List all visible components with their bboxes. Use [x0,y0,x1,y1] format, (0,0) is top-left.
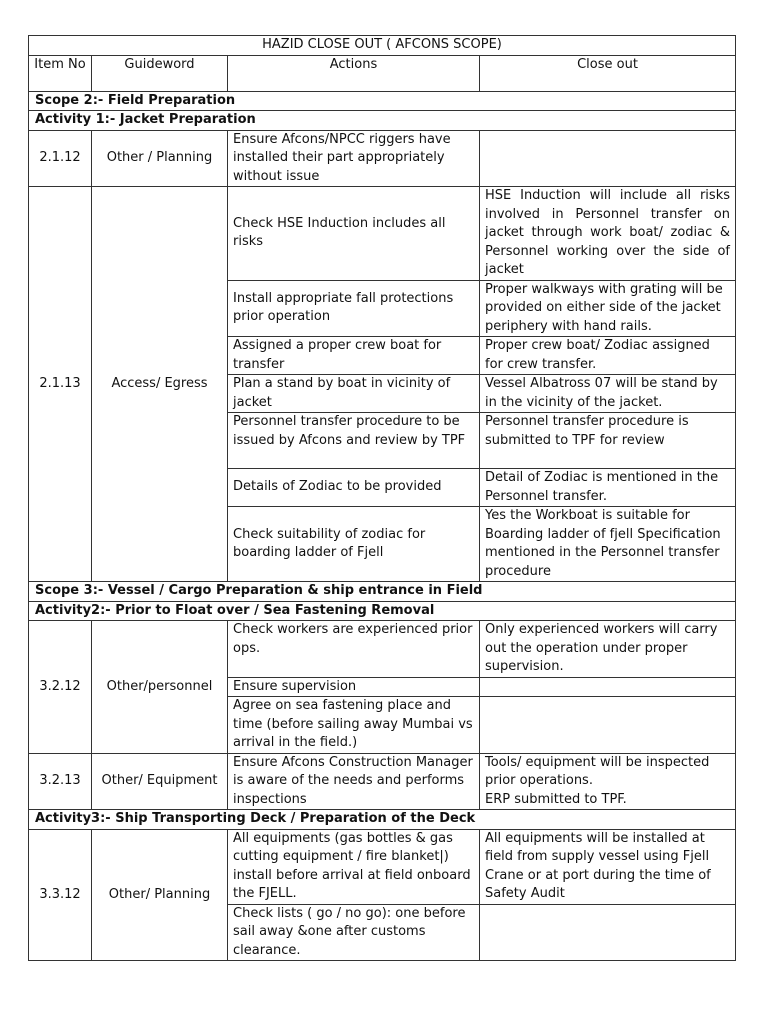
column-header-item-no: Item No [29,55,92,91]
action-text: Assigned a proper crew boat for transfer [228,337,480,375]
action-text: Ensure Afcons Construction Manager is aware of the needs and performs inspections [228,753,480,810]
close-out-text [480,697,736,754]
close-out-text: Proper walkways with grating will be provided on either side of the jacket periphery with hand rails. [480,280,736,337]
action-text: Details of Zodiac to be provided [228,469,480,507]
item-number: 3.2.13 [29,753,92,810]
close-out-text: Only experienced workers will carry out the operation under proper supervision. [480,621,736,678]
column-header-close-out: Close out [480,55,736,91]
section-heading: Activity 1:- Jacket Preparation [29,111,736,131]
guideword: Other / Planning [92,130,228,187]
close-out-text [480,130,736,187]
close-out-text: Detail of Zodiac is mentioned in the Personnel transfer. [480,469,736,507]
section-heading: Activity2:- Prior to Float over / Sea Fastening Removal [29,601,736,621]
section-heading: Activity3:- Ship Transporting Deck / Preparation of the Deck [29,810,736,830]
action-text: Plan a stand by boat in vicinity of jacket [228,375,480,413]
action-text: Check workers are experienced prior ops. [228,621,480,678]
action-text: Agree on sea fastening place and time (before sailing away Mumbai vs arrival in the field.) [228,697,480,754]
item-number: 3.2.12 [29,621,92,754]
close-out-line: Tools/ equipment will be inspected prior operations. [485,754,710,788]
guideword: Other/ Planning [92,829,228,961]
action-text: Install appropriate fall protections prior operation [228,280,480,337]
action-text: All equipments (gas bottles & gas cutting equipment / fire blanket|) install before arrival at field onboard the FJELL. [228,829,480,904]
section-heading: Scope 2:- Field Preparation [29,91,736,111]
item-number: 3.3.12 [29,829,92,961]
close-out-text: All equipments will be installed at field from supply vessel using Fjell Crane or at port during the time of Safety Audit [480,829,736,904]
close-out-text: Yes the Workboat is suitable for Boarding ladder of fjell Specification mentioned in the Personnel transfer procedure [480,507,736,582]
action-text: Ensure supervision [228,677,480,697]
action-text: Check HSE Induction includes all risks [228,187,480,281]
section-heading: Scope 3:- Vessel / Cargo Preparation & ship entrance in Field [29,582,736,602]
guideword: Other/personnel [92,621,228,754]
action-text: Ensure Afcons/NPCC riggers have installed their part appropriately without issue [228,130,480,187]
column-header-guideword: Guideword [92,55,228,91]
guideword: Other/ Equipment [92,753,228,810]
close-out-text [480,677,736,697]
action-text: Check suitability of zodiac for boarding ladder of Fjell [228,507,480,582]
close-out-text: Personnel transfer procedure is submitted to TPF for review [480,413,736,469]
column-header-actions: Actions [228,55,480,91]
close-out-text: Proper crew boat/ Zodiac assigned for crew transfer. [480,337,736,375]
action-text: Check lists ( go / no go): one before sail away &one after customs clearance. [228,904,480,961]
item-number: 2.1.12 [29,130,92,187]
close-out-text [480,904,736,961]
close-out-text: HSE Induction will include all risks involved in Personnel transfer on jacket through work boat/ zodiac & Personnel working over the side of jacket [480,187,736,281]
close-out-text [480,753,736,810]
close-out-line: ERP submitted to TPF. [485,791,627,807]
table-title: HAZID CLOSE OUT ( AFCONS SCOPE) [29,36,736,56]
close-out-text: Vessel Albatross 07 will be stand by in the vicinity of the jacket. [480,375,736,413]
guideword: Access/ Egress [92,187,228,582]
hazid-table [28,35,736,961]
item-number: 2.1.13 [29,187,92,582]
action-text: Personnel transfer procedure to be issued by Afcons and review by TPF [228,413,480,469]
